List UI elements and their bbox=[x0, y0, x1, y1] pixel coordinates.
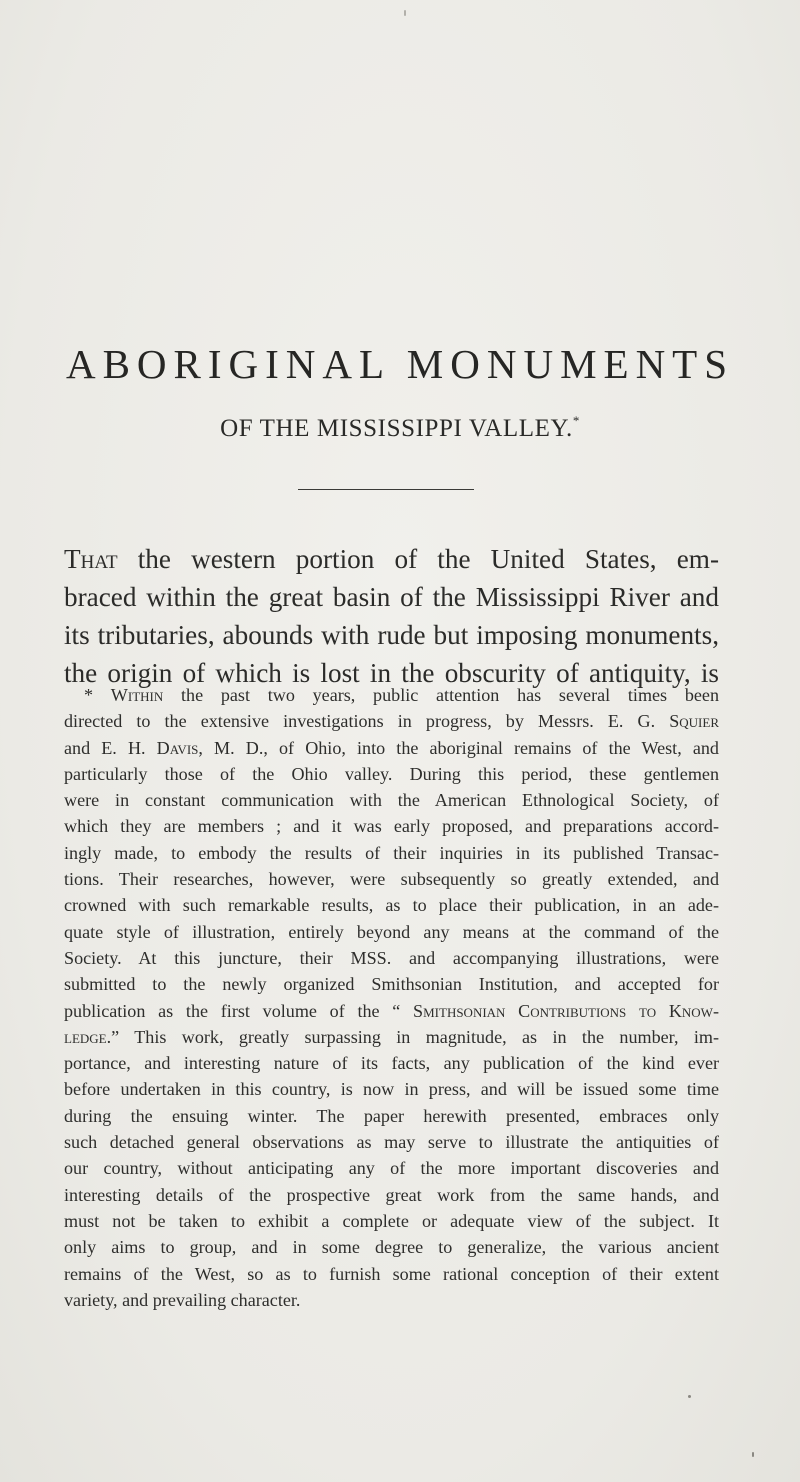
body-paragraph bbox=[64, 540, 719, 692]
footnote-lead-word: Within bbox=[110, 685, 164, 705]
section-divider bbox=[298, 489, 474, 490]
footnote-line: which they are members ; and it was early proposed, and preparations accord- bbox=[64, 816, 719, 837]
footnote-line: portance, and interesting nature of its facts, any publication of the kind ever bbox=[64, 1053, 719, 1074]
paper-speck bbox=[688, 1395, 691, 1398]
footnote-line: interesting details of the prospective great work from the same hands, and bbox=[64, 1184, 719, 1205]
paper-speck bbox=[752, 1452, 754, 1457]
series-title: Smithsonian Contributions to Know- bbox=[413, 1000, 719, 1021]
author-name: Davis bbox=[156, 737, 199, 758]
body-line: its tributaries, abounds with rude but imposing monuments, bbox=[64, 620, 719, 650]
footnote-line bbox=[64, 998, 719, 1024]
body-line: braced within the great basin of the Mississippi River and bbox=[64, 582, 719, 612]
footnote-line-text: the past two years, public attention has several times been bbox=[163, 685, 719, 705]
footnote-line-text: publication as the first volume of the “ bbox=[64, 1000, 414, 1021]
page-subtitle bbox=[0, 406, 800, 444]
footnote-line: variety, and prevailing character. bbox=[64, 1289, 301, 1310]
footnote-line bbox=[64, 708, 719, 734]
footnote bbox=[64, 682, 719, 1313]
footnote-line: Society. At this juncture, their MSS. and accompanying illustrations, were bbox=[64, 947, 719, 968]
footnote-line: remains of the West, so as to furnish some rational conception of their extent bbox=[64, 1263, 719, 1284]
footnote-line: were in constant communication with the American Ethnological Society, of bbox=[64, 790, 719, 811]
footnote-line bbox=[64, 735, 719, 761]
footnote-line: must not be taken to exhibit a complete or adequate view of the subject. It bbox=[64, 1210, 719, 1231]
footnote-line: our country, without anticipating any of the more important discoveries and bbox=[64, 1158, 719, 1179]
footnote-line-text: , M. D., of Ohio, into the aboriginal remains of the West, and bbox=[198, 737, 719, 758]
body-line-text: the western portion of the United States, em- bbox=[117, 544, 719, 574]
footnote-line: particularly those of the Ohio valley. During this period, these gentlemen bbox=[64, 763, 719, 784]
series-title: ledge bbox=[64, 1026, 107, 1047]
footnote-line: submitted to the newly organized Smithsonian Institution, and accepted for bbox=[64, 974, 719, 995]
footnote-line-text: and E. H. bbox=[64, 737, 157, 758]
footnote-line: only aims to group, and in some degree to generalize, the various ancient bbox=[64, 1237, 719, 1258]
footnote-line bbox=[64, 682, 719, 708]
footnote-reference: * bbox=[572, 413, 580, 428]
paper-speck bbox=[404, 10, 406, 16]
footnote-line-text: .” This work, greatly surpassing in magnitude, as in the number, im- bbox=[106, 1026, 719, 1047]
subtitle-text: OF THE MISSISSIPPI VALLEY. bbox=[220, 415, 573, 442]
author-name: Squier bbox=[669, 711, 719, 732]
footnote-line: ingly made, to embody the results of their inquiries in its published Transac- bbox=[64, 842, 719, 863]
lead-word: That bbox=[64, 544, 118, 574]
footnote-line: tions. Their researches, however, were subsequently so greatly extended, and bbox=[64, 869, 719, 890]
footnote-line bbox=[64, 1024, 719, 1050]
footnote-line: quate style of illustration, entirely beyond any means at the command of the bbox=[64, 921, 719, 942]
footnote-line: such detached general observations as may serve to illustrate the antiquities of bbox=[64, 1132, 719, 1153]
footnote-line: before undertaken in this country, is now in press, and will be issued some time bbox=[64, 1079, 719, 1100]
body-line bbox=[64, 540, 719, 578]
page-title: ABORIGINAL MONUMENTS bbox=[65, 341, 735, 387]
footnote-line: during the ensuing winter. The paper herewith presented, embraces only bbox=[64, 1105, 719, 1126]
footnote-line-text: directed to the extensive investigations in progress, by Messrs. E. G. bbox=[64, 711, 670, 732]
footnote-star: * bbox=[84, 685, 94, 705]
body-line: the origin of which is lost in the obscurity of antiquity, is bbox=[64, 658, 719, 688]
footnote-line: crowned with such remarkable results, as to place their publication, in an ade- bbox=[64, 895, 719, 916]
